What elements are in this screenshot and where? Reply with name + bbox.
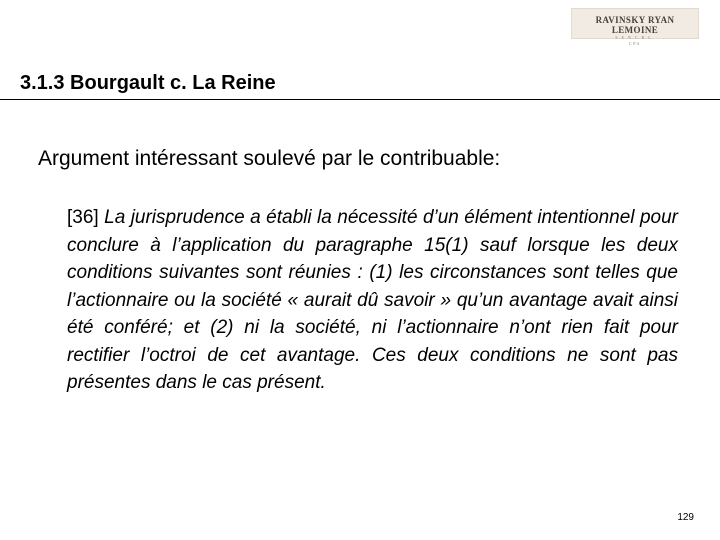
firm-logo <box>571 8 699 46</box>
main-point: Argument intéressant soulevé par le contribuable: <box>38 147 501 170</box>
quote-text: La jurisprudence a établi la nécessité d’un élément intentionnel pour conclure à l’application du paragraphe 15(1) sauf lorsque les deux conditions suivantes sont réunies : (1) les circonstances sont telles que l’actionnaire ou la société « aurait dû savoir » qu’un avantage avait ainsi été conféré; et (2) ni la société, ni l’actionnaire n’ont rien fait pour rectifier l’octroi de cet avantage. Ces deux conditions ne sont pas présentes dans le cas présent. <box>67 207 678 393</box>
title-divider <box>0 99 720 100</box>
quotation <box>67 204 678 397</box>
slide-title-text: 3.1.3 Bourgault c. La Reine <box>20 72 276 94</box>
slide-title <box>20 71 276 95</box>
logo-subline-2: CPA <box>629 41 641 46</box>
page-number: 129 <box>677 512 694 523</box>
quote-paragraph-number: [36] <box>67 207 105 228</box>
logo-subline-1: S.E.N.C.R.L. <box>615 35 655 40</box>
title-bar <box>0 65 720 101</box>
logo-firm-name: RAVINSKY RYAN LEMOINE <box>595 15 675 35</box>
